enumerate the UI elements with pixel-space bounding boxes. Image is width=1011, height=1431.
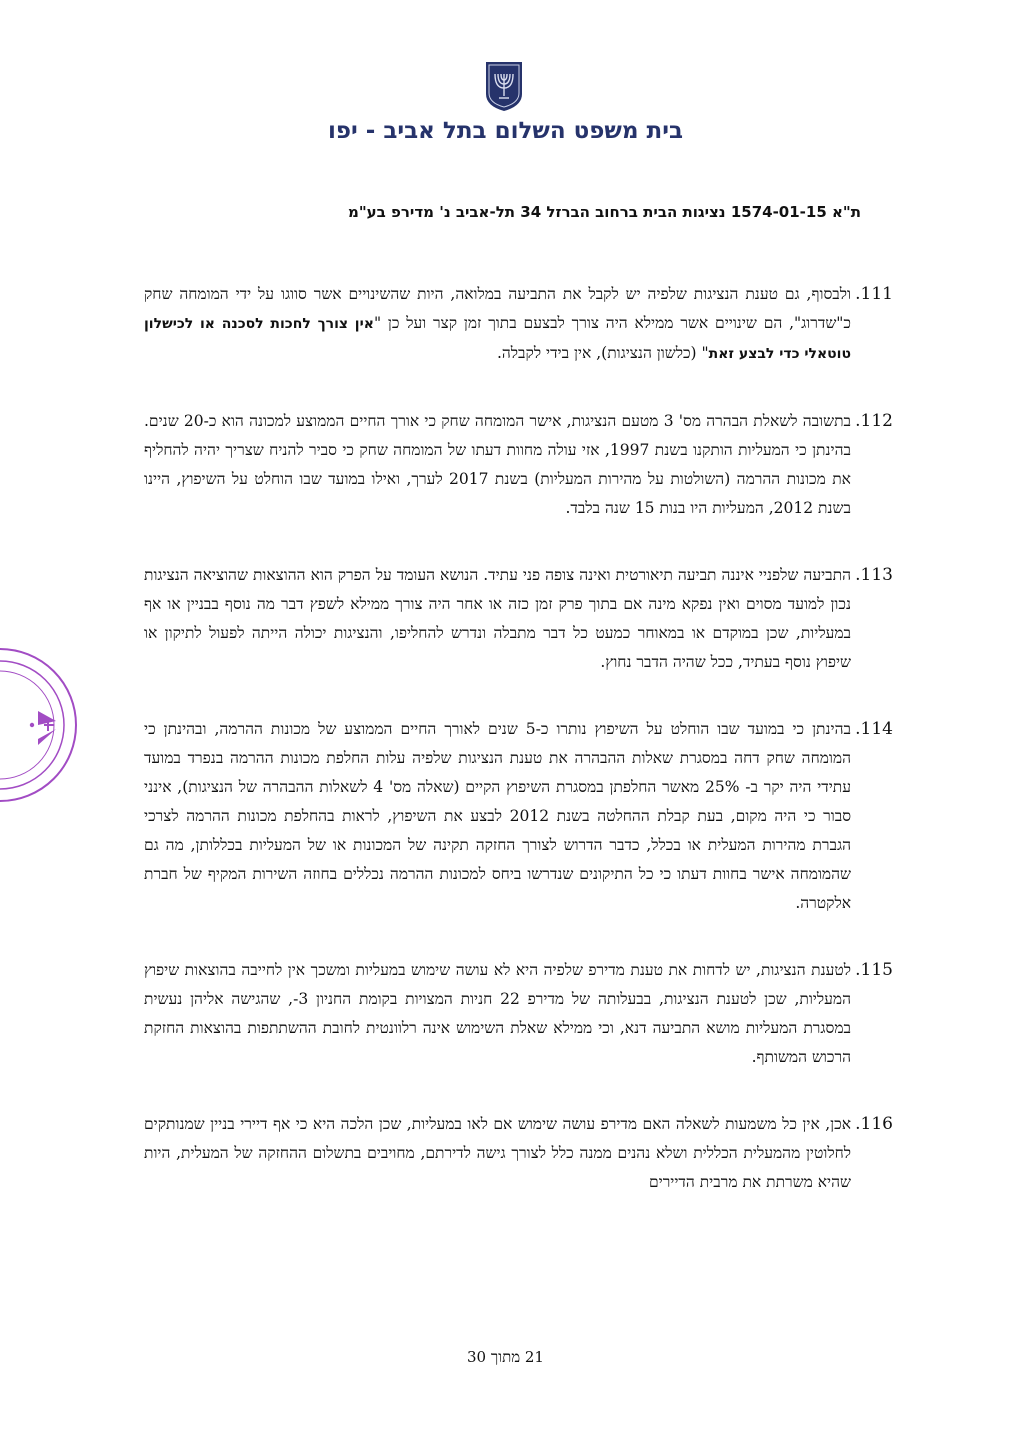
paragraph-number: 113. bbox=[855, 565, 893, 585]
court-stamp-icon bbox=[0, 645, 80, 805]
paragraph-text: לטענת הנציגות, יש לדחות את טענת מדירפ שלפיה היא לא עושה שימוש במעליות ומשכך אין לחייבה בהוצאות שיפוץ המעליות, שכן לטענת הנציגות, בבעלותה של מדירפ 22 חניות המצויות בקומת החניון 3-, שהגישה אליהן נעשית במסגרת המעליות מושא התביעה דנא, וכי ממילא שאלת השימוש אינה רלוונטית לחובת ההשתתפות בהוצאות החזקת הרכוש המשותף. bbox=[144, 961, 851, 1066]
paragraph-113 bbox=[144, 561, 893, 677]
page-number: 21 מתוך 30 bbox=[467, 1348, 544, 1366]
paragraph-text: ולבסוף, גם טענת הנציגות שלפיה יש לקבל את התביעה במלואה, היות שהשינויים אשר סווגו על ידי המומחה שחק כ"שדרוג", הם שינויים אשר ממילא היה צורך לבצעם בתוך זמן קצר ועל כן " bbox=[144, 285, 852, 332]
case-title: ת"א 1574-01-15 נציגות הבית ברחוב הברזל 34 תל-אביב נ' מדירפ בע"מ bbox=[348, 203, 861, 221]
paragraph-number: 114. bbox=[855, 719, 893, 739]
paragraph-text: אכן, אין כל משמעות לשאלה האם מדירפ עושה שימוש אם לאו במעליות, שכן הלכה היא כי אף דיירי בניין שמנותקים לחלוטין מהמעלית הכללית ושלא נהנים ממנה כלל לצורך גישה לדירתם, מחויבים בתשלום ההחזקה של המעלית, היות שהיא משרתת את מרבית הדיירים bbox=[144, 1115, 852, 1191]
paragraph-number: 112. bbox=[855, 411, 893, 431]
paragraph-text: התביעה שלפניי איננה תביעה תיאורטית ואינה צופה פני עתיד. הנושא העומד על הפרק הוא ההוצאות שהוציאה הנציגות נכון למועד מסוים ואין נפקא מינה אם בתוך פרק זמן כזה או אחר היה צורך ממילא לשפץ דבר מה נוסף בבניין או אף במעליות, שכן במוקדם או במאוחר כמעט כל דבר מתבלה ונדרש להחליפו, והנציגות יכולה הייתה לפעול לתיקון או שיפוץ נוסף בעתיד, ככל שהיה הדבר נחוץ. bbox=[144, 566, 851, 671]
paragraph-text: בהינתן כי במועד שבו הוחלט על השיפוץ נותרו כ-5 שנים לאורך החיים הממוצע של מכונות ההרמה, ובהינתן כי המומחה שחק דחה במסגרת שאלות ההבהרה את טענת הנציגות שלפיה עלות החלפת מכונות ההרמה בנפרד במועד עתידי היה יקר ב- 25% מאשר החלפתן במסגרת השיפוץ הקיים (שאלה מס' 4 לשאלות ההבהרה של הנציגות), אינני סבור כי היה מקום, בעת קבלת ההחלטה בשנת 2012 לבצע את השיפוץ, לראות בהחלפת מכונות ההרמה לצרכי הגברת מהירות המעלית או בכלל, כדבר הדרוש לצורך החזקה תקינה של המכונות או של המעליות בכללותן, מה גם שהמומחה אישר בחוות דעתו כי כל התיקונים שנדרשו ביחס למכונות ההרמה נכללים בחוזה השירות המקיף של חברת אלקטרה. bbox=[144, 720, 852, 912]
paragraph-text: בתשובה לשאלת הבהרה מס' 3 מטעם הנציגות, אישר המומחה שחק כי אורך החיים הממוצע למכונה הוא כ-20 שנים. בהינתן כי המעליות הותקנו בשנת 1997, אזי עולה מחוות דעתו של המומחה שחק כי סביר להניח שצריך יהיה להחליף את מכונות ההרמה (השולטות על מהירות המעליות) בשנת 2017 לערך, ואילו במועד שבו הוחלט על השיפוץ, היינו בשנת 2012, המעליות היו בנות 15 שנה בלבד. bbox=[144, 412, 851, 517]
paragraph-115 bbox=[144, 956, 893, 1072]
paragraph-111 bbox=[144, 280, 893, 369]
state-emblem-icon bbox=[483, 60, 525, 112]
paragraph-116 bbox=[144, 1110, 893, 1197]
paragraph-number: 116. bbox=[855, 1114, 893, 1134]
paragraph-number: 111. bbox=[855, 284, 893, 304]
paragraph-number: 115. bbox=[855, 960, 893, 980]
document-body bbox=[144, 280, 893, 1235]
paragraph-114 bbox=[144, 715, 893, 918]
paragraph-text: " (כלשון הנציגות), אין בידי לקבלה. bbox=[496, 344, 709, 362]
paragraph-112 bbox=[144, 407, 893, 523]
quoted-bold-text: אין צורך לחכות לסכנה או לכישלון טוטאלי כדי לבצע זאת bbox=[144, 316, 851, 362]
court-name: בית משפט השלום בתל אביב - יפו bbox=[327, 118, 684, 144]
